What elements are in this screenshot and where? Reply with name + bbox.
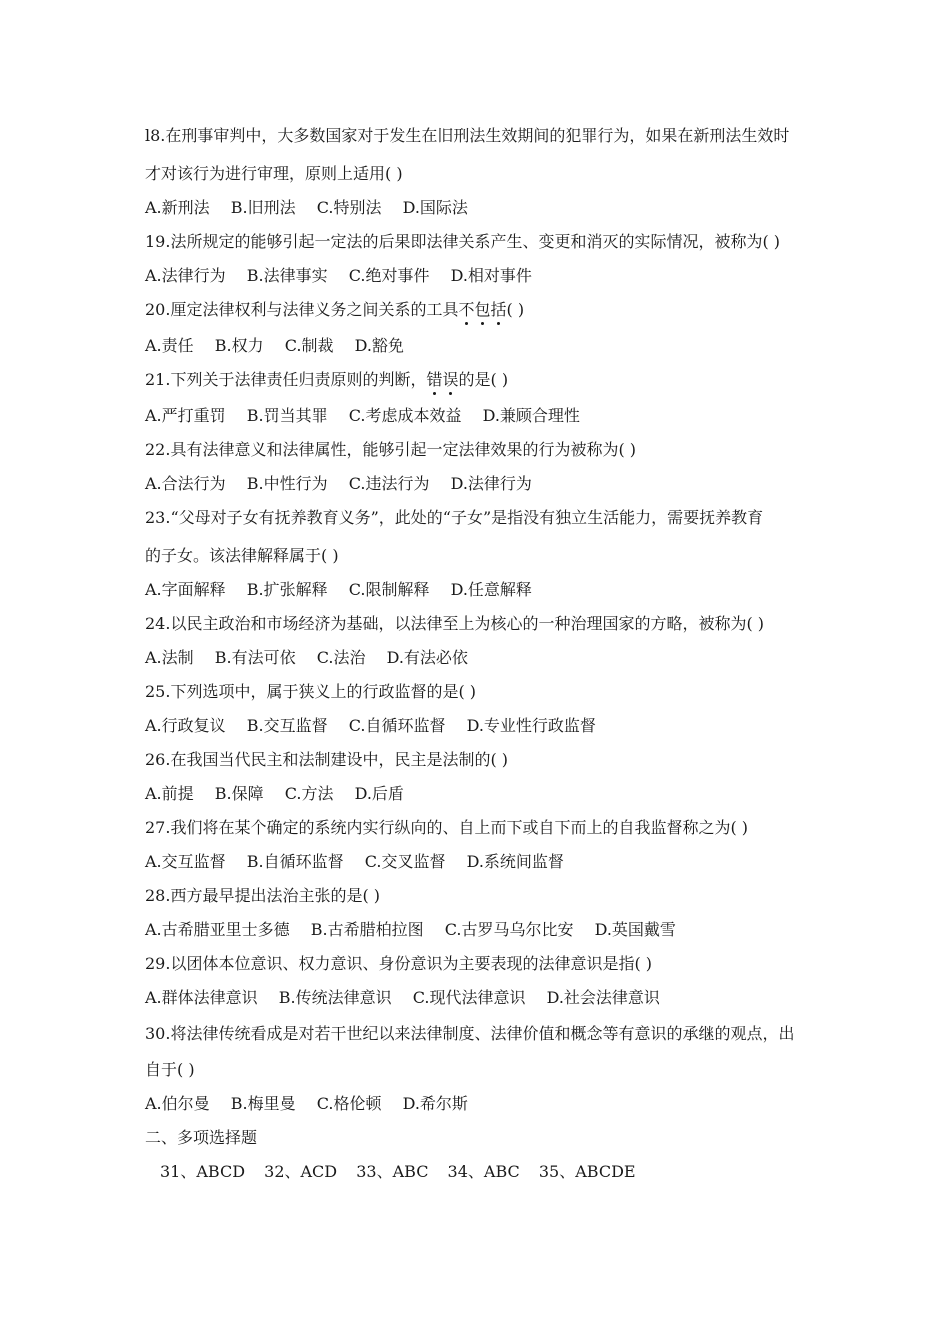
option-c: C.特别法 xyxy=(316,198,382,217)
option-a: A.群体法律意识 xyxy=(145,988,258,1007)
question-24-options xyxy=(145,648,815,668)
option-b: B.中性行为 xyxy=(246,474,328,493)
option-b: B.旧刑法 xyxy=(230,198,296,217)
question-20-stem xyxy=(145,300,815,320)
option-b: B.古希腊柏拉图 xyxy=(310,920,424,939)
option-d: D.系统间监督 xyxy=(466,852,564,871)
option-c: C.考虑成本效益 xyxy=(348,406,462,425)
question-23-line-1: 23.“父母对子女有抚养教育义务”，此处的“子女”是指没有独立生活能力，需要抚养教育 xyxy=(145,508,764,527)
option-b: B.梅里曼 xyxy=(230,1094,296,1113)
stem-text: 21.下列关于法律责任归责原则的判断， xyxy=(145,370,427,389)
question-27-options xyxy=(145,852,815,872)
answer-34: 34、ABC xyxy=(447,1162,520,1181)
option-c: C.制裁 xyxy=(284,336,334,355)
stem-paren: 的是( ) xyxy=(458,370,509,389)
emphasis-char: 错 xyxy=(426,370,443,389)
option-d: D.后盾 xyxy=(354,784,404,803)
option-a: A.交互监督 xyxy=(145,852,226,871)
option-a: A.法律行为 xyxy=(145,266,226,285)
option-d: D.国际法 xyxy=(402,198,468,217)
option-a: A.伯尔曼 xyxy=(145,1094,210,1113)
option-b: B.权力 xyxy=(214,336,264,355)
option-a: A.责任 xyxy=(145,336,194,355)
stem-text: 20.厘定法律权利与法律义务之间关系的工具 xyxy=(145,300,459,319)
option-d: D.任意解释 xyxy=(450,580,532,599)
question-30-line-1: 30.将法律传统看成是对若干世纪以来法律制度、法律价值和概念等有意识的承继的观点，出 xyxy=(145,1024,795,1043)
option-d: D.法律行为 xyxy=(450,474,532,493)
emphasis-char: 不 xyxy=(458,300,475,319)
section-heading: 二、多项选择题 xyxy=(145,1128,258,1147)
emphasis-char: 误 xyxy=(442,370,459,389)
option-a: A.字面解释 xyxy=(145,580,226,599)
answer-35: 35、ABCDE xyxy=(538,1162,636,1181)
option-b: B.自循环监督 xyxy=(246,852,344,871)
question-23-line-2: 的子女。该法律解释属于( ) xyxy=(145,546,339,565)
question-30-options xyxy=(145,1094,815,1114)
option-d: D.豁免 xyxy=(354,336,404,355)
option-d: D.兼顾合理性 xyxy=(482,406,580,425)
option-c: C.古罗马乌尔比安 xyxy=(444,920,574,939)
question-23-options xyxy=(145,580,815,600)
question-29-stem: 29.以团体本位意识、权力意识、身份意识为主要表现的法律意识是指( ) xyxy=(145,954,653,973)
option-c: C.现代法律意识 xyxy=(412,988,526,1007)
question-18-options xyxy=(145,198,815,218)
question-21-stem xyxy=(145,370,815,390)
option-a: A.行政复议 xyxy=(145,716,226,735)
answer-key xyxy=(160,1162,830,1182)
stem-paren: ( ) xyxy=(506,300,525,319)
question-27-stem: 27.我们将在某个确定的系统内实行纵向的、自上而下或自下而上的自我监督称之为( ) xyxy=(145,818,749,837)
question-28-options xyxy=(145,920,815,940)
question-26-options xyxy=(145,784,815,804)
question-25-stem: 25.下列选项中，属于狭义上的行政监督的是( ) xyxy=(145,682,477,701)
question-25-options xyxy=(145,716,815,736)
option-d: D.社会法律意识 xyxy=(546,988,660,1007)
option-c: C.绝对事件 xyxy=(348,266,430,285)
option-c: C.方法 xyxy=(284,784,334,803)
question-20-options xyxy=(145,336,815,356)
option-a: A.严打重罚 xyxy=(145,406,226,425)
option-d: D.相对事件 xyxy=(450,266,532,285)
question-18-line-1: l8.在刑事审判中，大多数国家对于发生在旧刑法生效期间的犯罪行为，如果在新刑法生效时 xyxy=(145,126,790,145)
option-c: C.违法行为 xyxy=(348,474,430,493)
question-26-stem: 26.在我国当代民主和法制建设中，民主是法制的( ) xyxy=(145,750,509,769)
option-c: C.限制解释 xyxy=(348,580,430,599)
option-d: D.希尔斯 xyxy=(402,1094,468,1113)
option-b: B.扩张解释 xyxy=(246,580,328,599)
option-d: D.英国戴雪 xyxy=(594,920,676,939)
option-b: B.保障 xyxy=(214,784,264,803)
emphasis-char: 包 xyxy=(474,300,491,319)
answer-31: 31、ABCD xyxy=(160,1162,246,1181)
option-b: B.罚当其罪 xyxy=(246,406,328,425)
option-b: B.法律事实 xyxy=(246,266,328,285)
option-c: C.格伦顿 xyxy=(316,1094,382,1113)
question-29-options xyxy=(145,988,815,1008)
option-a: A.前提 xyxy=(145,784,194,803)
option-c: C.自循环监督 xyxy=(348,716,446,735)
option-b: B.有法可依 xyxy=(214,648,296,667)
option-d: D.专业性行政监督 xyxy=(466,716,596,735)
question-24-stem: 24.以民主政治和市场经济为基础，以法律至上为核心的一种治理国家的方略，被称为( ) xyxy=(145,614,765,633)
question-21-options xyxy=(145,406,815,426)
option-a: A.法制 xyxy=(145,648,194,667)
question-19-stem: 19.法所规定的能够引起一定法的后果即法律关系产生、变更和消灭的实际情况，被称为( ) xyxy=(145,232,781,251)
option-a: A.古希腊亚里士多德 xyxy=(145,920,290,939)
option-c: C.法治 xyxy=(316,648,366,667)
emphasis-char: 括 xyxy=(490,300,507,319)
question-22-options xyxy=(145,474,815,494)
option-c: C.交叉监督 xyxy=(364,852,446,871)
question-18-line-2: 才对该行为进行审理，原则上适用( ) xyxy=(145,164,403,183)
answer-33: 33、ABC xyxy=(356,1162,429,1181)
option-b: B.交互监督 xyxy=(246,716,328,735)
answer-32: 32、ACD xyxy=(264,1162,338,1181)
question-19-options xyxy=(145,266,815,286)
option-b: B.传统法律意识 xyxy=(278,988,392,1007)
question-22-stem: 22.具有法律意义和法律属性，能够引起一定法律效果的行为被称为( ) xyxy=(145,440,637,459)
option-a: A.新刑法 xyxy=(145,198,210,217)
option-d: D.有法必依 xyxy=(386,648,468,667)
question-30-line-2: 自于( ) xyxy=(145,1060,195,1079)
question-28-stem: 28.西方最早提出法治主张的是( ) xyxy=(145,886,381,905)
option-a: A.合法行为 xyxy=(145,474,226,493)
